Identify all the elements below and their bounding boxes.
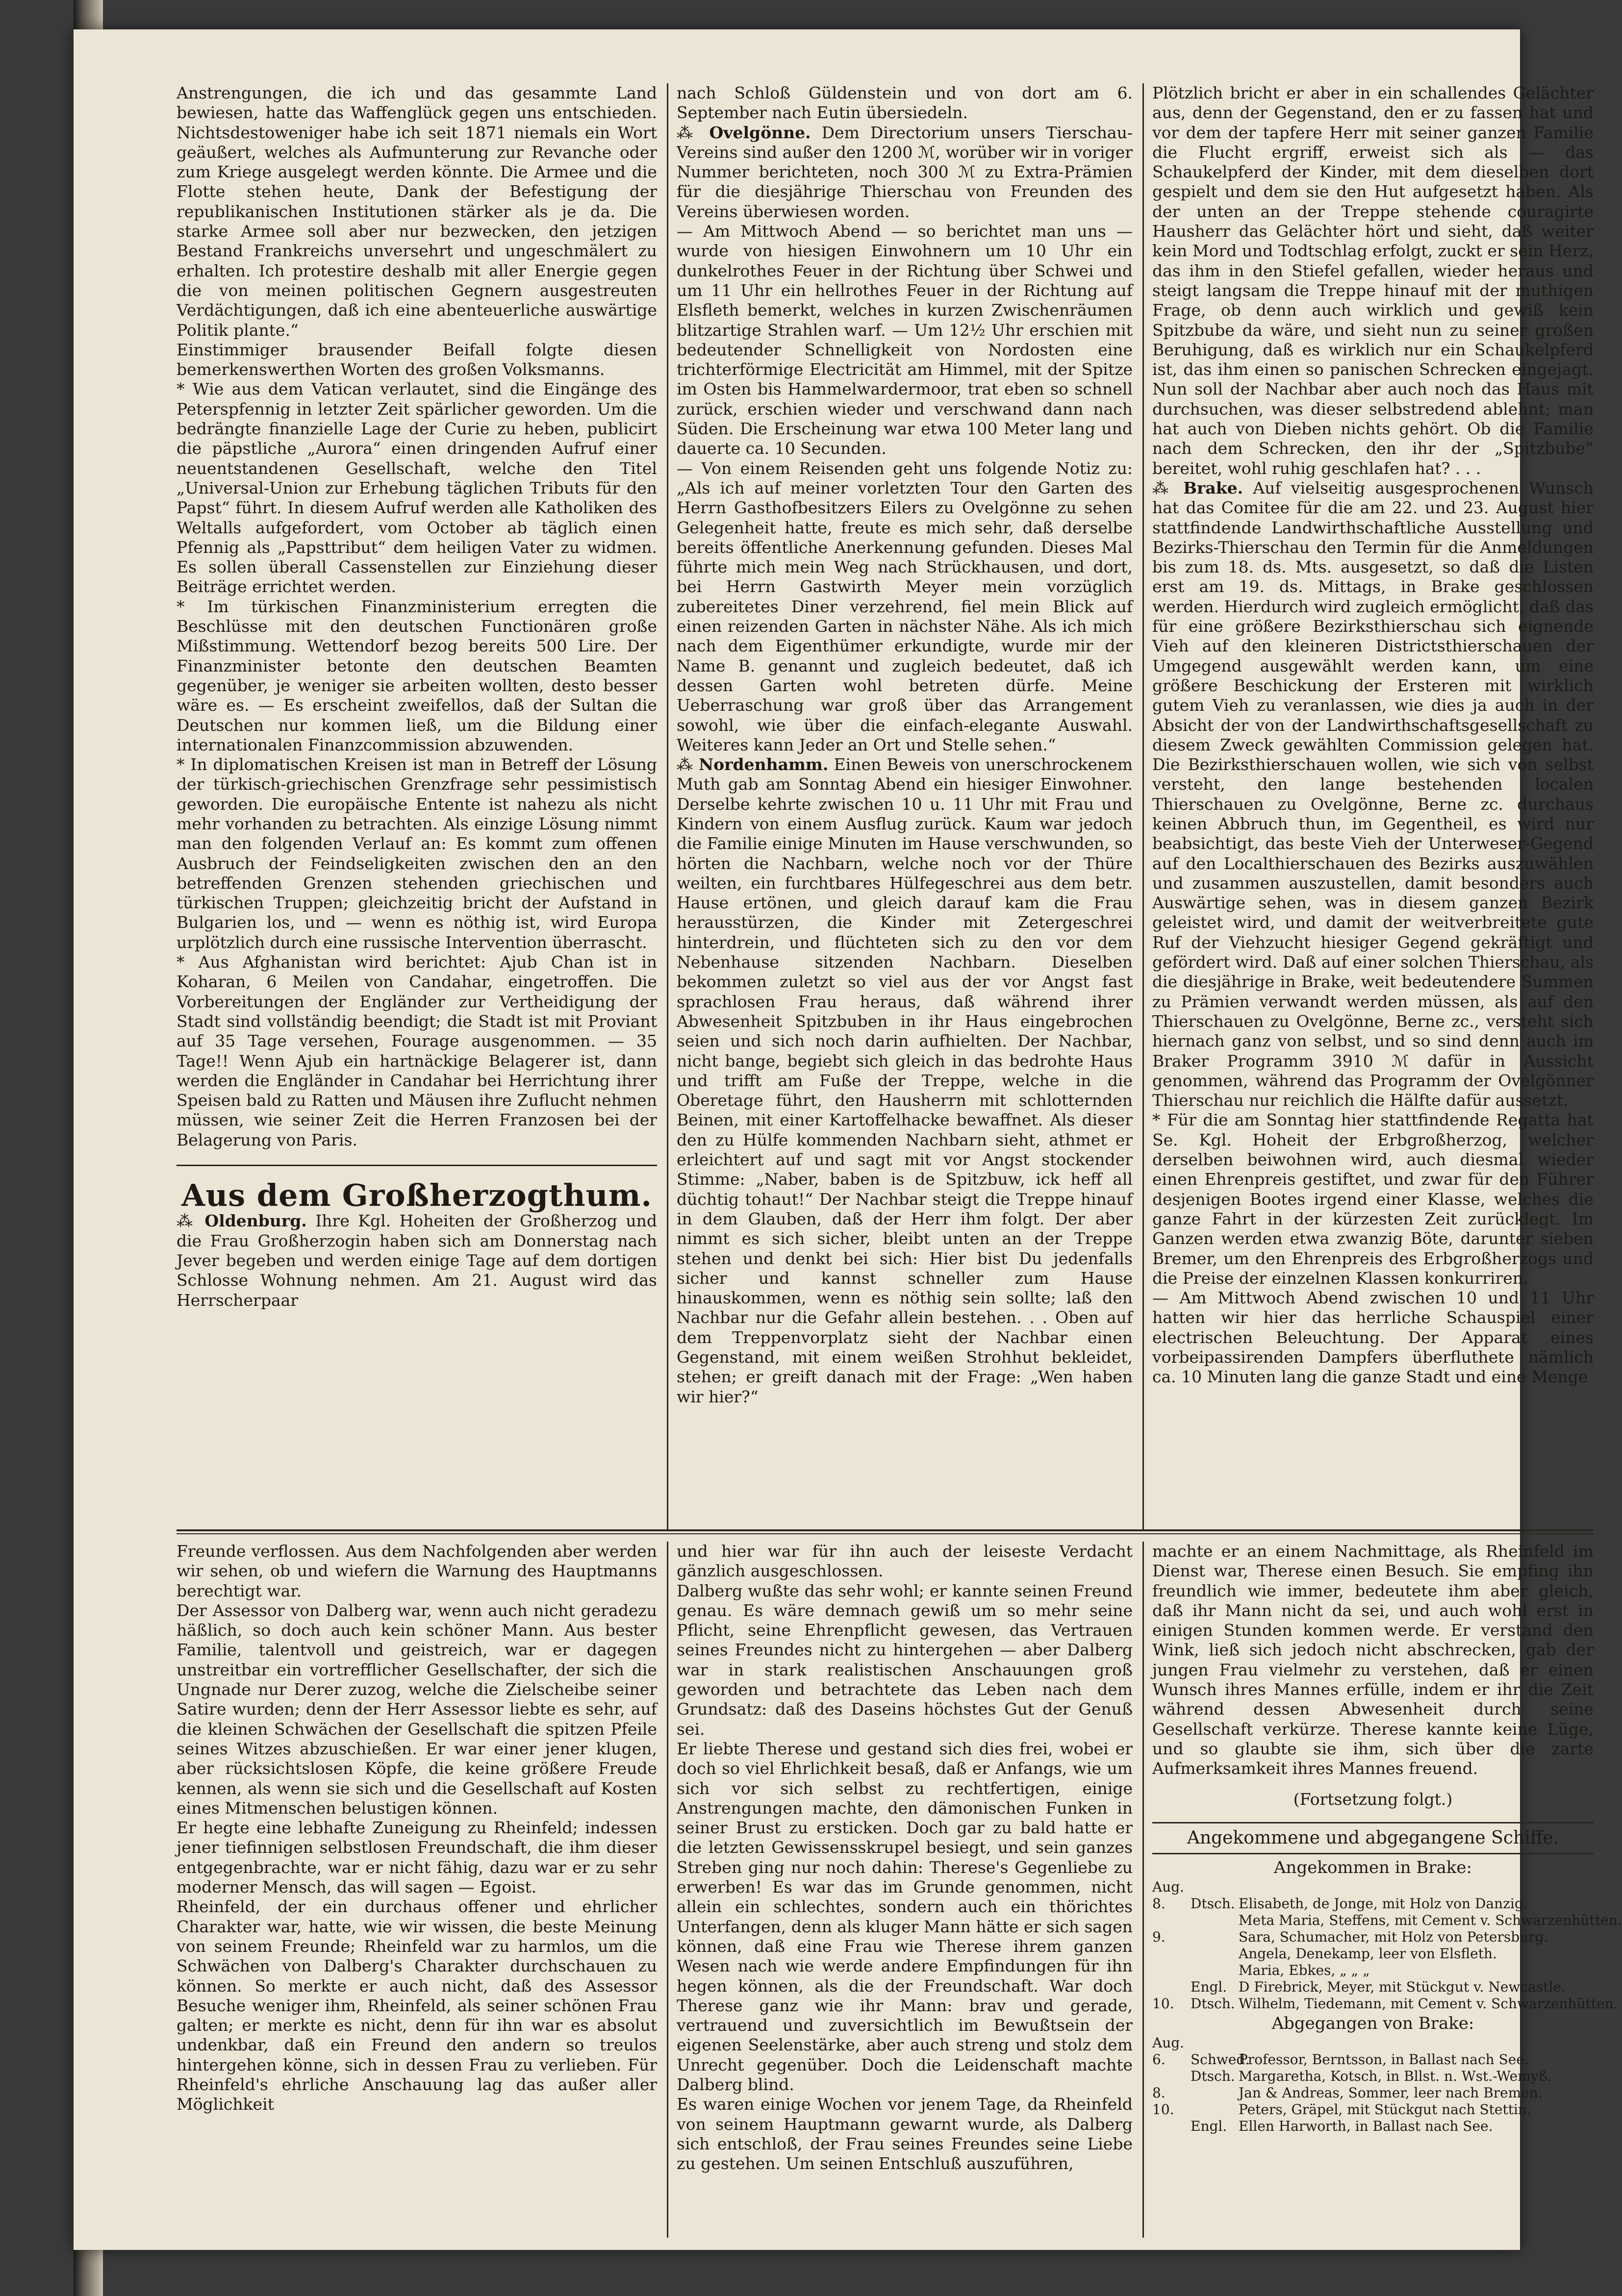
ship-flag [1191,2035,1235,2051]
column-1-text [177,83,657,1150]
column-rule [667,83,668,1529]
paragraph: * Für die am Sonntag hier stattfindende Regatta hat Se. Kgl. Hoheit der Erbgroßherzog, welcher derselben beiwohnen wird, auch diesmal wieder einen Ehrenpreis gestiftet, und zwar für den Führer desjenigen Bootes irgend einer Klasse, welches die ganze Fahrt in der kürzesten Zeit zurücklegt. Im Ganzen werden etwa zwanzig Böte, darunter sieben Bremer, um den Ehrenpreis des Erbgroßherzogs und die Preise der einzelnen Klassen konkurriren. [1152,1110,1594,1288]
ship-flag: Engl. [1191,2118,1227,2135]
ship-entry: Jan & Andreas, Sommer, leer nach Bremen. [1239,2085,1543,2101]
ovelgoenne-article [677,123,1133,222]
ship-entry: Sara, Schumacher, mit Holz von Petersburg. [1239,1929,1548,1946]
nordenhamm-article [677,755,1133,1407]
paragraph: * Im türkischen Finanzministerium erregten die Beschlüsse mit den deutschen Functionären große Mißstimmung. Wettendorf bezog bereits 500 Lire. Der Finanzminister betonte den deutschen Beamten gegenüber, je weniger sie arbeiten wollten, desto besser wäre es. — Es erscheint zweifellos, daß der Sultan die Deutschen nur kommen ließ, um die Bildung einer internationalen Finanzcommission abzuwenden. [177,597,657,754]
paragraph: nach Schloß Güldenstein und von dort am 6. September nach Eutin übersiedeln. [677,83,1133,123]
paragraph: machte er an einem Nachmittage, als Rheinfeld im Dienst war, Therese einen Besuch. Sie empfing ihn freundlich wie immer, bedeutete ihm aber gleich, daß ihr Mann nicht da sei, und auch wohl erst in einigen Stunden kommen werde. Er verstand den Wink, ließ sich jedoch nicht abschrecken, gab der jungen Frau vielmehr zu verstehen, daß er einen Wunsch ihres Mannes erfülle, indem er ihr die Zeit während dessen Abwesenheit durch seine Gesellschaft verkürze. Therese kannte keine Lüge, und so glaubte sie ihm, sich über die zarte Aufmerksamkeit ihres Mannes freuend. [1152,1542,1594,1778]
brake-article [1152,478,1594,1111]
ship-flag: Dtsch. [1191,1996,1235,2012]
ship-entry [1239,2035,1594,2051]
ship-flag: Schwed. [1191,2051,1250,2068]
ship-date: Aug. [1152,2035,1185,2051]
ship-date [1152,1912,1187,1929]
upper-column-1 [177,83,657,1310]
ship-entry: Angela, Denekamp, leer von Elsfleth. [1239,1946,1497,1962]
paragraph: * Wie aus dem Vatican verlautet, sind die Eingänge des Peterspfennig in letzter Zeit spärlicher geworden. Um die bedrängte finanzielle Lage der Curie zu heben, publicirt die päpstliche „Aurora“ einen dringenden Aufruf einer neuentstandenen Gesellschaft, welche den Titel „Universal-Union zur Erhebung täglichen Tributs für den Papst“ führt. In diesem Aufruf werden alle Katholiken des Weltalls aufgefordert, vom October ab täglich einen Pfennig als „Papsttribut“ dem heiligen Vater zu widmen. Es sollen überall Cassenstellen zur Einziehung dieser Beiträge errichtet werden. [177,379,657,597]
ship-flag [1191,2085,1235,2101]
paragraph: Er liebte Therese und gestand sich dies frei, wobei er doch so viel Ehrlichkeit besaß, daß er Anfangs, wie um sich vor sich selbst zu rechtfertigen, einige Anstrengungen machte, den dämonischen Funken in seiner Brust zu ersticken. Doch gar zu bald hatte er die letzten Gewissensskrupel besiegt, und sein ganzes Streben ging nur noch dahin: Therese's Gegenliebe zu erwerben! Es war das im Grunde genommen, nicht allein ein schlechtes, sondern auch ein thörichtes Unterfangen, denn als kluger Mann hätte er sich sagen können, daß eine Frau wie Therese ihrem ganzen Wesen nach wie werde andere Empfindungen für ihn hegen können, als die der Freundschaft. War doch Therese ganz wie ihr Mann: brav und gerade, vertrauend und zuversichtlich im Bewußtsein der eigenen Seelenstärke, aber auch streng und stolz dem Unrecht gegenüber. Doch die Leidenschaft machte Dalberg blind. [677,1739,1133,2095]
asterism-icon: ⁂ [677,755,699,774]
paragraph: * Aus Afghanistan wird berichtet: Ajub Chan ist in Koharan, 6 Meilen von Candahar, eingetroffen. Die Vorbereitungen der Engländer zur Vertheidigung der Stadt sind vollständig beendigt; die Stadt ist mit Proviant auf 35 Tage versehen, Fourage ausgenommen. — 35 Tage!! Wenn Ajub ein hartnäckige Belagerer ist, dann werden die Engländer in Candahar bei Herrichtung ihrer Speisen bald zu Ratten und Mäusen ihre Zuflucht nehmen müssen, wie seiner Zeit die Herren Franzosen bei der Belagerung von Paris. [177,952,657,1149]
paragraph: * In diplomatischen Kreisen ist man in Betreff der Lösung der türkisch-griechischen Grenzfrage sehr pessimistisch geworden. Die europäische Entente ist nahezu als nicht mehr vorhanden zu betrachten. Als einzige Lösung nimmt man den folgenden Verlauf an: Es kommt zum offenen Ausbruch der Feindseligkeiten zwischen den an den betreffenden Grenzen stehenden griechischen und türkischen Truppen; gleichzeitig bricht der Aufstand in Bulgarien los, und — wenn es nöthig ist, wird Europa urplötzlich durch eine russische Intervention überrascht. [177,755,657,952]
section-heading-grand-duchy: Aus dem Großherzogthum. [181,1177,652,1214]
ship-date: 10. [1152,2101,1174,2118]
paragraph: Einstimmiger brausender Beifall folgte diesen bemerkenswerthen Worten des großen Volksmanns. [177,340,657,379]
paragraph: — Am Mittwoch Abend zwischen 10 und 11 Uhr hatten wir hier das herrliche Schauspiel einer electrischen Beleuchtung. Der Apparat eines vorbeipassirenden Dampfers überfluthete nämlich ca. 10 Minuten lang die ganze Stadt und eine Menge [1152,1288,1594,1387]
ship-flag: Dtsch. [1191,2068,1235,2085]
ship-date: Aug. [1152,1879,1185,1896]
article-text: Dem Directorium unsers Tierschau-Vereins sind außer den 1200 ℳ, worüber wir in voriger Nummer berichteten, noch 300 ℳ zu Extra-Prämien für die diesjährige Thierschau von Freunden des Vereins überwiesen worden. [677,123,1133,221]
newspaper-page [74,29,1622,2250]
ship-entry: Ellen Harworth, in Ballast nach See. [1239,2118,1493,2135]
ship-flag [1191,1879,1235,1896]
column-rule [1142,1542,1144,2238]
ship-entry: Peters, Gräpel, mit Stückgut nach Stettin. [1239,2101,1531,2118]
ship-flag [1191,1912,1235,1929]
ship-entry: Elisabeth, de Jonge, mit Holz von Danzig. [1239,1896,1528,1912]
ship-flag [1191,1962,1235,1979]
paragraph: — Von einem Reisenden geht uns folgende Notiz zu: „Als ich auf meiner vorletzten Tour den Garten des Herrn Gasthofbesitzers Eilers zu Ovelgönne zu sehen Gelegenheit hatte, freute es mich sehr, daß derselbe bereits öffentliche Anerkennung gefunden. Dieses Mal führte mich mein Weg nach Strückhausen, und dort, bei Herrn Gastwirth Meyer mein vorzüglich zubereitetes Diner verzehrend, fiel mein Blick auf einen reizenden Garten in nächster Nähe. Als ich mich nach dem Eigenthümer erkundigte, wurde mir der Name B. genannt und zugleich bedeutet, daß ich dessen Garten wohl betreten dürfe. Meine Ueberraschung war groß über das Arrangement sowohl, wie über die einfach-elegante Auswahl. Weiteres kann Jeder an Ort und Stelle sehen.“ [677,458,1133,754]
article-lead-brake: Brake. [1183,478,1243,498]
oldenburg-article [177,1211,657,1310]
continued-notice: (Fortsetzung folgt.) [1293,1789,1453,1809]
departed-heading: Abgegangen von Brake: [1271,2014,1474,2034]
upper-column-3 [1152,83,1594,1387]
arrived-heading: Angekommen in Brake: [1274,1858,1472,1878]
paragraph: Der Assessor von Dalberg war, wenn auch nicht geradezu häßlich, so doch auch kein schöner Mann. Aus bester Familie, talentvoll und geistreich, war er dagegen unstreitbar ein vortrefflicher Gesellschafter, der sich die Ungnade nur Derer zuzog, welche die Zielscheibe seiner Satire wurden; denn der Herr Assessor liebte es sehr, auf die kleinen Schwächen der Gesellschaft die spitzen Pfeile seines Witzes abzuschießen. Er war einer jener klugen, aber rücksichtslosen Köpfe, die keine größere Freude kennen, als wenn sie sich und die Gesellschaft auf Kosten eines Mitmenschen belustigen können. [177,1600,657,1818]
ship-date: 6. [1152,2051,1166,2068]
paragraph: Plötzlich bricht er aber in ein schallendes Gelächter aus, denn der Gegenstand, den er zu fassen hat und vor dem der tapfere Herr mit seiner ganzen Familie die Flucht ergriff, erweist sich als — das Schaukelpferd der Kinder, mit dem dieselben dort gespielt und dem sie den Hut aufgesetzt haben. Als der unten an der Treppe stehende couragirte Hausherr das Gelächter hört und sieht, daß weiter kein Mord und Todtschlag erfolgt, zuckt er sein Herz, das ihm in den Stiefel gefallen, wieder heraus und steigt langsam die Treppe hinauf mit der muthigen Frage, ob denn auch wirklich und gewiß kein Spitzbube da wäre, und sieht nun zu seiner großen Beruhigung, daß es wirklich nur ein Schaukelpferd ist, das ihm einen so panischen Schrecken eingejagt. Nun soll der Nachbar aber auch noch das Haus mit durchsuchen, was dieser selbstredend ablehnt; man hat auch von Dieben nichts gehört. Ob die Familie nach dem Schrecken, den ihr der „Spitzbube“ bereitet, wohl ruhig geschlafen hat? . . . [1152,83,1594,478]
ship-entry: Margaretha, Kotsch, in Bllst. n. Wst.-Wemyß. [1239,2068,1552,2085]
ship-date [1152,1979,1187,1996]
ship-date: 10. [1152,1996,1174,2012]
paragraph: Anstrengungen, die ich und das gesammte Land bewiesen, hatte das Waffenglück gegen uns entschieden. Nichtsdestoweniger habe ich seit 1871 niemals ein Wort geäußert, welches als Aufmunterung zur Revanche oder zum Kriege ausgelegt werden könnte. Die Armee und die Flotte stehen heute, Dank der Befestigung der republikanischen Institutionen stärker als je da. Die starke Armee soll aber nur bezwecken, den jetzigen Bestand Frankreichs unversehrt und ungeschmälert zu erhalten. Ich protestire deshalb mit aller Energie gegen die von meinen politischen Gegnern ausgestreuten Verdächtigungen, daß ich eine abenteuerliche auswärtige Politik plante.“ [177,83,657,340]
ship-flag: Dtsch. [1191,1896,1235,1912]
paragraph: Es waren einige Wochen vor jenem Tage, da Rheinfeld von seinem Hauptmann gewarnt wurde, als Dalberg sich entschloß, der Frau seines Freundes seine Liebe zu gestehen. Um seinen Entschluß auszuführen, [677,2095,1133,2173]
ship-date: 9. [1152,1929,1166,1946]
feuilleton-column-1 [177,1542,657,2115]
ship-date [1152,1962,1187,1979]
ship-date [1152,2068,1187,2085]
upper-column-2 [677,83,1133,1407]
feuilleton-divider [177,1533,1594,1534]
article-lead-ovelgoenne: Ovelgönne. [709,123,811,142]
column-rule [1142,83,1144,1529]
article-text: Einen Beweis von unerschrockenem Muth gab am Sonntag Abend ein hiesiger Einwohner. Derselbe kehrte zwischen 10 u. 11 Uhr mit Frau und Kindern von einem Ausflug zurück. Kaum war jedoch die Familie einige Minuten im Hause verschwunden, so hörten die Nachbarn, welche noch vor der Thüre weilten, ein furchtbares Hülfegeschrei aus dem betr. Hause ertönen, und gleich darauf kam die Frau herausstürzen, die Kinder mit Zetergeschrei hinterdrein, und flüchteten sich zu den vor dem Nebenhause sitzenden Nachbarn. Dieselben bekommen zuletzt so viel aus der vor Angst fast sprachlosen Frau heraus, daß während ihrer Abwesenheit Spitzbuben in ihr Haus eingebrochen seien und sich noch darin aufhielten. Der Nachbar, nicht bange, begiebt sich gleich in das bedrohte Haus und trifft am Fuße der Treppe, welche in die Oberetage führt, den Hausherrn mit schlotternden Beinen, mit einer Kartoffelhacke bewaffnet. Als dieser den zu Hülfe kommenden Nachbarn sieht, athmet er erleichtert auf und sagt mit vor Angst stockender Stimme: „Naber, baben is de Spitzbuw, ick heff all düchtig tohaut!“ Der Nachbar steigt die Treppe hinauf in dem Glauben, daß der Herr ihm folgt. Der aber nimmt es sich sicher, bleibt unten an der Treppe stehen und denkt bei sich: Hier bist Du jedenfalls sicher und kannst schneller zum Hause hinauskommen, wenn es nöthig sein sollte; laß den Nachbar nur die Gefahr allein bestehen. . . Oben auf dem Treppenvorplatz sieht der Nachbar einen Gegenstand, mit einem weißen Strohhut bekleidet, stehen; er greift danach mit der Frage: „Wen haben wir hier?“ [677,755,1133,1406]
departed-list [1152,2035,1594,2135]
paragraph: Er hegte eine lebhafte Zuneigung zu Rheinfeld; indessen jener tiefinnigen selbstlosen Freundschaft, die ihm dieser entgegenbrachte, war er nicht fähig, dazu war er zu sehr moderner Mensch, das will sagen — Egoist. [177,1818,657,1897]
article-text: Ihre Kgl. Hoheiten der Großherzog und die Frau Großherzogin haben sich am Donnerstag nach Jever begeben und werden einige Tage auf dem dortigen Schlosse Wohnung nehmen. Am 21. August wird das Herrscherpaar [177,1211,657,1310]
feuilleton-divider [177,1529,1594,1531]
ship-entry: D Firebrick, Meyer, mit Stückgut v. Newcastle. [1239,1979,1566,1996]
feuilleton-column-3 [1152,1542,1622,2135]
ship-date [1152,1946,1187,1962]
ship-entry: Meta Maria, Steffens, mit Cement v. Schwarzenhütten. [1239,1912,1622,1929]
ship-flag [1191,1946,1235,1962]
asterism-icon: ⁂ [177,1211,205,1231]
article-lead-oldenburg: Oldenburg. [204,1211,307,1231]
feuilleton-column-2 [677,1542,1133,2174]
paragraph: Freunde verflossen. Aus dem Nachfolgenden aber werden wir sehen, ob und wiefern die Warnung des Hauptmanns berechtigt war. [177,1542,657,1600]
arrived-list [1152,1879,1622,2012]
ship-date: 8. [1152,1896,1166,1912]
ship-flag [1191,2101,1235,2118]
ship-entry: Professor, Berntsson, in Ballast nach See. [1239,2051,1529,2068]
paragraph: Dalberg wußte das sehr wohl; er kannte seinen Freund genau. Es wäre demnach gewiß um so mehr seine Pflicht, seine Ehrenpflicht gewesen, das Vertrauen seines Freundes nicht zu hintergehen — aber Dalberg war in stark realistischen Anschauungen groß geworden und betrachtete das Leben nach dem Grundsatz: daß des Daseins höchstes Gut der Genuß sei. [677,1581,1133,1739]
paragraph: — Am Mittwoch Abend — so berichtet man uns — wurde von hiesigen Einwohnern um 10 Uhr ein dunkelrothes Feuer in der Richtung über Schwei und um 11 Uhr ein hellrothes Feuer in der Richtung auf Elsfleth bemerkt, welches in kurzen Zwischenräumen blitzartige Strahlen warf. — Um 12½ Uhr erschien mit bedeutender Schnelligkeit von Nordosten eine trichterförmige Electricität am Himmel, mit der Spitze im Osten bis Hammelwardermoor, trat eben so schnell zurück, erschien wieder und verschwand dann nach Süden. Die Erscheinung war etwa 100 Meter lang und dauerte ca. 10 Secunden. [677,222,1133,458]
asterism-icon: ⁂ [1152,478,1184,498]
ships-title: Angekommene und abgegangene Schiffe. [1187,1827,1559,1848]
ships-box-title-rule [1152,1853,1594,1854]
ship-date: 8. [1152,2085,1166,2101]
ship-entry [1239,1879,1622,1896]
paragraph: Rheinfeld, der ein durchaus offener und ehrlicher Charakter war, hatte, wie wir wissen, die beste Meinung von seinem Freunde; Rheinfeld war zu harmlos, um die Schwächen von Dalberg's Charakter durchschauen zu können. So merkte er auch nicht, daß des Assessor Besuche weniger ihm, Rheinfeld, als seiner schönen Frau galten; er merkte es nicht, denn für ihn war es absolut undenkbar, daß ein Freund den andern so treulos hintergehen könne, sich in dessen Frau zu verlieben. Für Rheinfeld's ehrliche Anschauung lag das außer aller Möglichkeit [177,1897,657,2114]
article-text: Auf vielseitig ausgesprochenen Wunsch hat das Comitee für die am 22. und 23. August hier stattfindende Landwirthschaftliche Ausstellung und Bezirks-Thierschau den Termin für die Anmeldungen bis zum 18. ds. Mts. ausgesetzt, so daß die Listen erst am 19. ds. Mittags, in Brake geschlossen werden. Hierdurch wird zugleich ermöglicht, daß das für eine größere Bezirksthierschau sich eignende Vieh auf den kleineren Districtsthierschauen der Umgegend ausgewählt werden kann, um eine größere Beschickung der Ersteren mit wirklich gutem Vieh zu veranlassen, wie dies ja auch in der Absicht der von der Landwirthschaftsgesellschaft zu diesem Zweck gewählten Commission gelegen hat. Die Bezirksthierschauen wollen, wie sich von selbst versteht, den lange bestehenden localen Thierschauen zu Ovelgönne, Berne zc. durchaus keinen Abbruch thun, im Gegentheil, es wird nur beabsichtigt, das beste Vieh der Unterweser-Gegend auf den Localthierschauen des Bezirks auszuwählen und zusammen auszustellen, damit besonders auch Auswärtige sehen, was in diesem ganzen Bezirk geleistet wird, und damit der weitverbreitete gute Ruf der Viehzucht hiesiger Gegend gekräftigt und gefördert wird. Daß auf einer solchen Thierschau, als die diesjährige in Brake, weit bedeutendere Summen zu Prämien verwandt werden müssen, als auf den Thierschauen zu Ovelgönne, Berne zc., versteht sich hiernach ganz von selbst, und so sind denn auch im Braker Programm 3910 ℳ dafür in Aussicht genommen, während das Programm der Ovelgönner Thierschau nur reichlich die Hälfte dafür aussetzt. [1152,478,1594,1110]
ship-flag: Engl. [1191,1979,1227,1996]
article-lead-nordenhamm: Nordenhamm. [699,755,829,774]
ship-date [1152,2118,1187,2135]
section-divider [177,1165,657,1166]
ship-entry: Maria, Ebkes, „ „ „ [1239,1962,1370,1979]
paragraph: und hier war für ihn auch der leiseste Verdacht gänzlich ausgeschlossen. [677,1542,1133,1581]
ships-box-top-rule [1152,1822,1594,1823]
ship-flag [1191,1929,1235,1946]
column-rule [667,1542,668,2238]
ship-entry: Wilhelm, Tiedemann, mit Cement v. Schwarzenhütten. [1239,1996,1618,2012]
ships-table [1152,1858,1622,2135]
asterism-icon: ⁂ [677,123,710,142]
